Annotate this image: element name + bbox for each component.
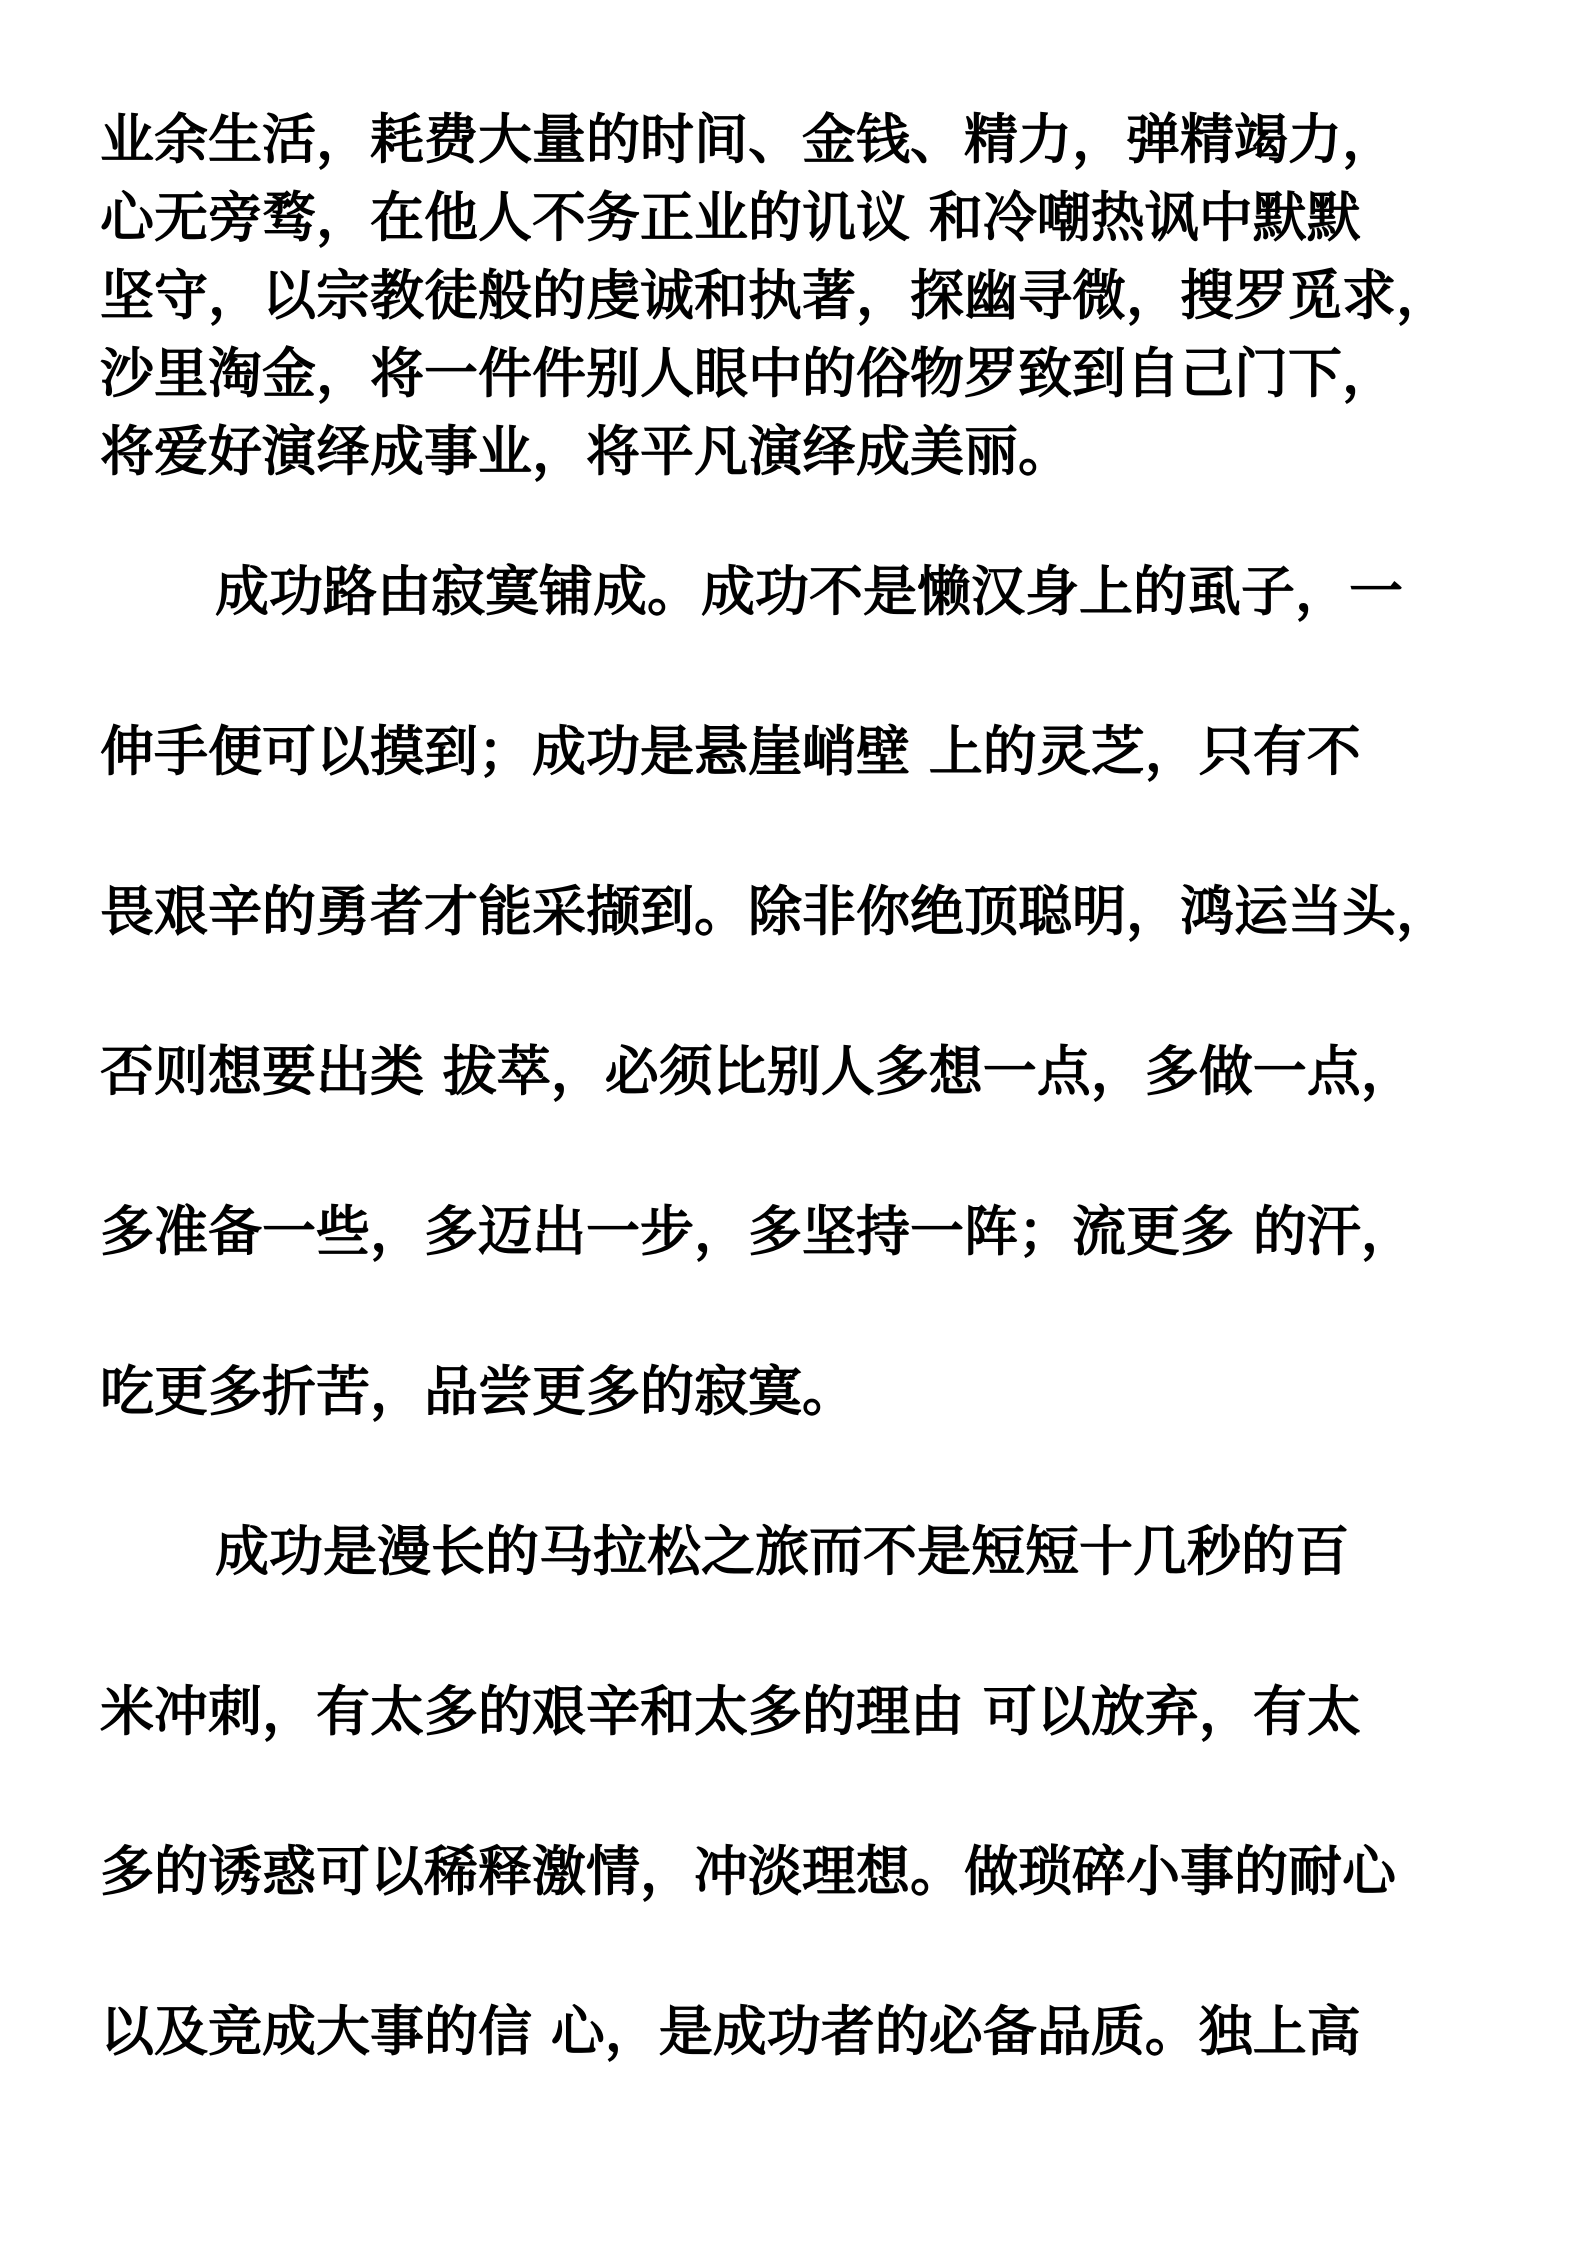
paragraph-2-line-3: 畏艰辛的勇者才能采撷到。除非你绝顶聪明，鸿运当头， [100, 880, 1450, 943]
paragraph-2-line-4: 否则想要出类 拔萃，必须比别人多想一点，多做一点， [100, 1040, 1415, 1103]
paragraph-1-line-3: 坚守，以宗教徒般的虔诚和执著，探幽寻微，搜罗觅求， [100, 264, 1450, 327]
paragraph-2-line-6: 吃更多折苦，品尝更多的寂寞。 [100, 1360, 856, 1423]
paragraph-1-line-4: 沙里淘金，将一件件别人眼中的俗物罗致到自己门下， [100, 342, 1396, 405]
paragraph-2-line-2: 伸手便可以摸到；成功是悬崖峭壁 上的灵芝，只有不 [100, 720, 1361, 783]
paragraph-3-line-3: 多的诱惑可以稀释激情，冲淡理想。做琐碎小事的耐心 [100, 1840, 1396, 1903]
paragraph-2-line-5: 多准备一些，多迈出一步，多坚持一阵；流更多 的汗， [100, 1200, 1415, 1263]
paragraph-3-line-1: 成功是漫长的马拉松之旅而不是短短十几秒的百 [215, 1520, 1349, 1583]
paragraph-1-line-5: 将爱好演绎成事业，将平凡演绎成美丽。 [100, 420, 1072, 483]
paragraph-1-line-2: 心无旁骛，在他人不务正业的讥议 和冷嘲热讽中默默 [100, 186, 1361, 249]
paragraph-3-line-2: 米冲刺，有太多的艰辛和太多的理由 可以放弃，有太 [100, 1680, 1361, 1743]
paragraph-1-line-1: 业余生活，耗费大量的时间、金钱、精力，弹精竭力， [100, 108, 1396, 171]
paragraph-3-line-4: 以及竞成大事的信 心，是成功者的必备品质。独上高 [100, 2000, 1361, 2063]
paragraph-2-line-1: 成功路由寂寞铺成。成功不是懒汉身上的虱子，一 [215, 560, 1403, 623]
